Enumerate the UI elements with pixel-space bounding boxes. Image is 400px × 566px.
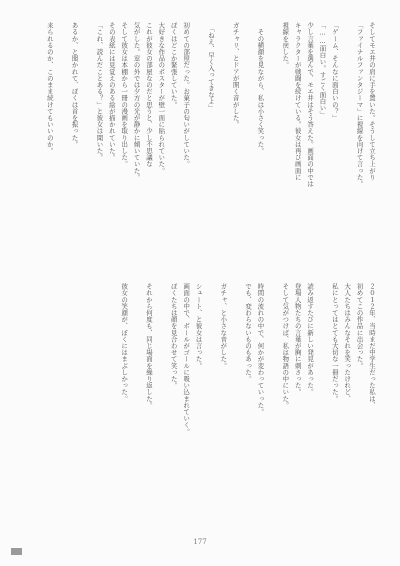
text-column: あるか、と聞かれて、ぼくは首を振った。 xyxy=(70,22,79,148)
text-column: シュート、と彼女は言った。 xyxy=(194,283,203,369)
text-column: 私にとってはとても大切な一冊だった。 xyxy=(330,283,339,402)
text-column: 大人たちはみんなそれを笑ったけれど、 xyxy=(343,283,352,402)
text-column xyxy=(155,283,167,529)
text-column xyxy=(130,283,142,529)
text-column: そして彼女は本棚から一冊の漫画を取り出した。 xyxy=(120,22,129,168)
text-column xyxy=(316,283,328,529)
text-column: 初めての部屋だった。お菓子の匂いがしていた。 xyxy=(182,22,191,168)
text-column: 時間の流れの中で、何かが変わっていった。 xyxy=(256,283,265,415)
text-column xyxy=(56,22,68,268)
text-column xyxy=(266,22,278,268)
text-column: 初めてこの作品に出会った。 xyxy=(355,283,364,369)
page-number: 177 xyxy=(193,538,207,546)
text-column: その表紙には見覚えのある絵が描かれていた。 xyxy=(107,22,116,161)
text-column: 「ねえ、早く入ってきなよ」 xyxy=(206,22,215,112)
text-column: ぼくはどこか緊張していた。 xyxy=(169,22,178,108)
text-column: でも、変わらないものもあった。 xyxy=(244,283,253,382)
bottom-text-tier xyxy=(32,283,378,529)
text-column: 「……面白い。すごく面白い」 xyxy=(318,22,327,118)
text-column: 大好きな作品のポスターが壁一面に貼られていた。 xyxy=(157,22,166,174)
text-column xyxy=(341,22,353,268)
side-mark xyxy=(11,548,22,555)
text-column: これが彼女の部屋なのだと思うと、少し不思議な xyxy=(144,22,153,168)
text-column: キャラクターが戦闘を続けている。彼女は再び画面に xyxy=(293,22,302,181)
text-column: ガチャ、と小さな音がした。 xyxy=(219,283,228,369)
text-column: その横顔を見ながら、私は小さく笑った。 xyxy=(256,22,265,154)
text-column: 画面の中で、ボールがゴールに吸い込まれていく。 xyxy=(182,283,191,435)
text-column: ガチャリ、とドアが開く音がした。 xyxy=(231,22,240,128)
text-column: そしてモエ井の肩に手を置いた。そうして立ち上がり xyxy=(368,22,376,181)
text-column: 来られるのか、このまま続けてもいいのか。 xyxy=(45,22,54,154)
text-column xyxy=(81,22,93,268)
text-column: 彼女の笑顔が、ぼくにはまぶしかった。 xyxy=(120,283,129,402)
top-text-tier xyxy=(32,22,378,268)
text-column: 少し言葉を選んで、モエ井はそう答えた。画面の中では xyxy=(306,22,315,187)
text-column xyxy=(242,22,254,268)
text-column: それから何度も、同じ場面を繰り返した。 xyxy=(144,283,153,409)
text-column: 視線を戻した。 xyxy=(281,22,290,69)
text-column: ぼくたちは顔を見合わせて笑った。 xyxy=(169,283,178,389)
text-column: ２０１２年、当時まだ中学生だった私は、 xyxy=(368,283,376,409)
text-column xyxy=(229,283,241,529)
text-column: 読み返すたびに新しい発見があった。 xyxy=(306,283,315,396)
text-column: 「これ、読んだことある？」と彼女は聞いた。 xyxy=(95,22,104,161)
text-column xyxy=(217,22,229,268)
text-column: 「ゲーム、そんなに面白いの？」 xyxy=(330,22,339,121)
text-column xyxy=(266,283,278,529)
text-column: 気がした。窓の外では夕方の光が静かに傾いていた。 xyxy=(132,22,141,181)
text-column: そして気がつけば、私は物語の中にいた。 xyxy=(281,283,290,409)
text-column: 「ファイナルファンタジーマ」に視線を向けて言った。 xyxy=(355,22,364,187)
text-column xyxy=(205,283,217,529)
text-column: 登場人物たちの言葉が胸に刺さった。 xyxy=(293,283,302,396)
text-column xyxy=(192,22,204,268)
